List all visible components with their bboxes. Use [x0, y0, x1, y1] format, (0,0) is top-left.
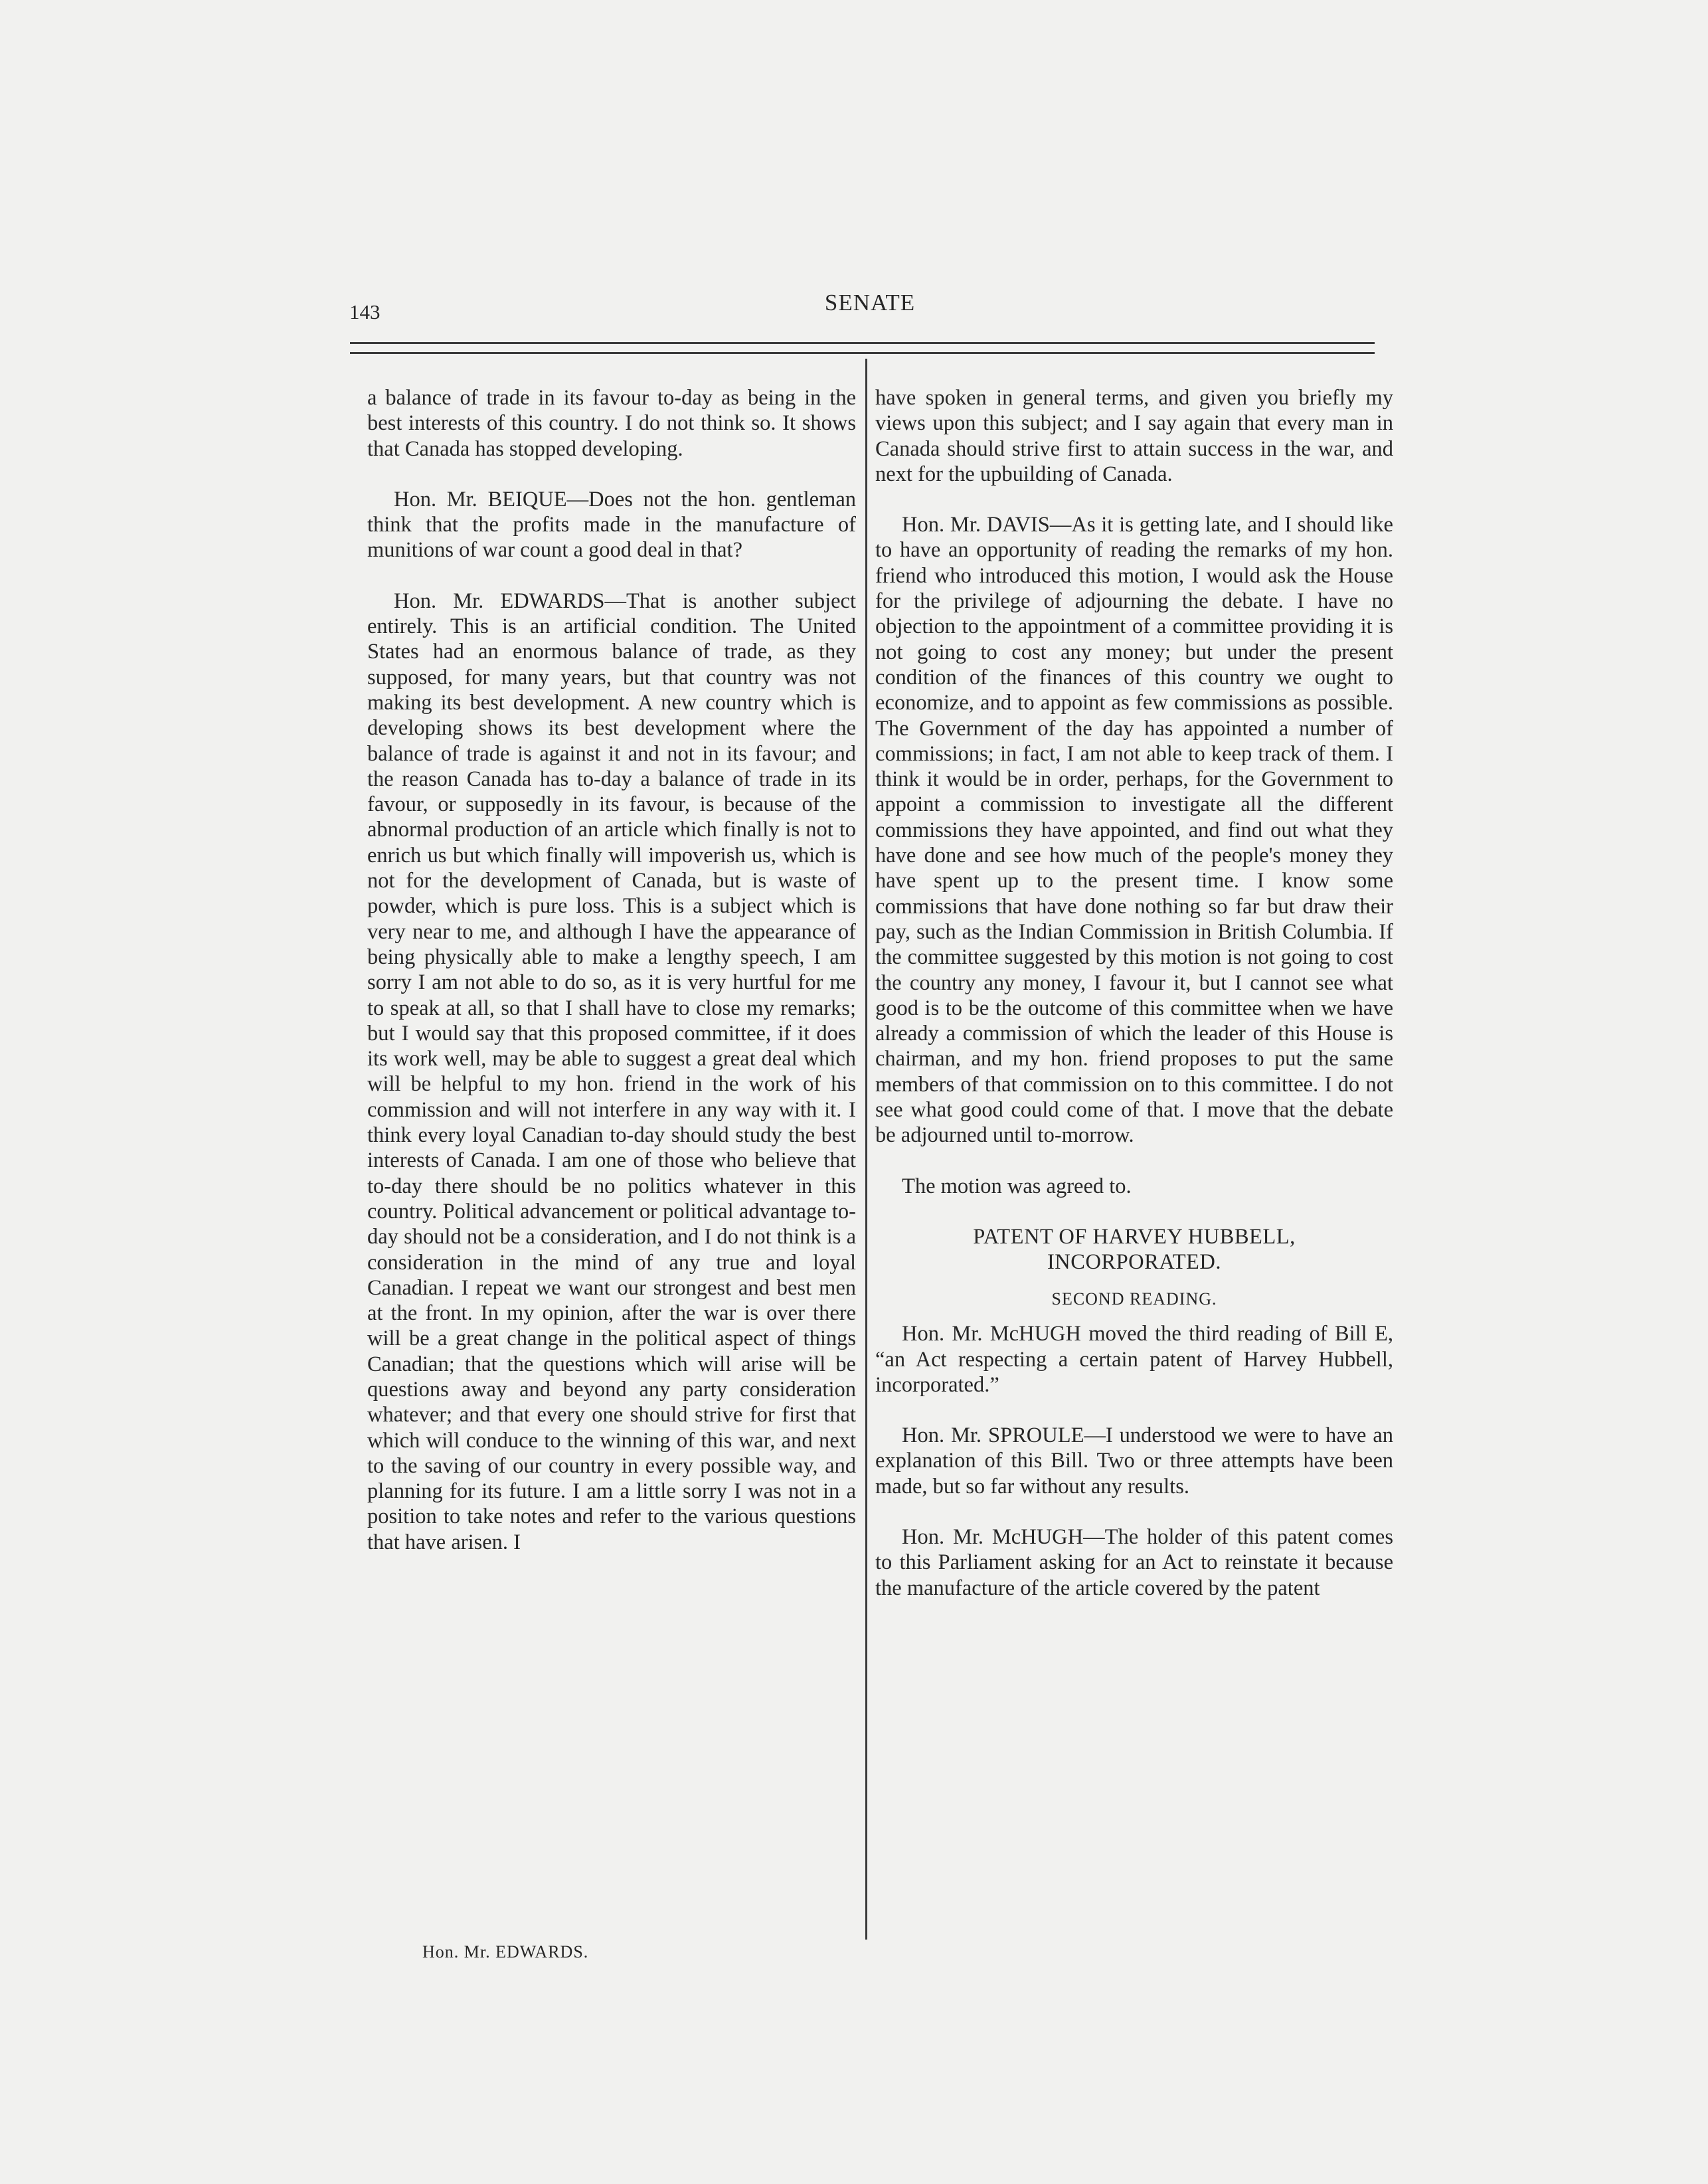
right-column: [875, 385, 1393, 1601]
footer-speaker: Hon. Mr. EDWARDS.: [422, 1942, 589, 1961]
paragraph: Hon. Mr. DAVIS—As it is getting late, and I should like to have an opportunity of reading the remarks of my hon. friend who introduced this motion, I would ask the House for the privilege of adjourning the debate. I have no objection to the appointment of a committee providing it is not going to cost any money; but under the present condition of the finances of this country we ought to economize, and to appoint as few commissions as possible. The Government of the day has appointed a number of commissions; in fact, I am not able to keep track of them. I think it would be in order, perhaps, for the Government to appoint a commission to investigate all the different commissions they have appointed, and find out what they have done and see how much of the people's money they have spent up to the present time. I know some commissions that have done nothing so far but draw their pay, such as the Indian Commission in British Columbia. If the committee suggested by this motion is not going to cost the country any money, I favour it, but I cannot see what good is to be the outcome of this committee when we have already a commission of which the leader of this House is chairman, and my hon. friend proposes to put the same members of that commission on to this committee. I do not see what good could come of that. I move that the debate be adjourned until to-morrow.: [875, 513, 1393, 1148]
header-rule-top: [350, 342, 1375, 344]
section-heading-line2: INCORPORATED.: [1047, 1249, 1221, 1274]
paragraph: Hon. Mr. BEIQUE—Does not the hon. gentleman think that the profits made in the manufacture of munitions of war count a good deal in that?: [367, 487, 856, 563]
paragraph: have spoken in general terms, and given you briefly my views upon this subject; and I say again that every man in Canada should strive first to attain success in the war, and next for the upbuilding of Canada.: [875, 386, 1393, 486]
paragraph: Hon. Mr. McHUGH moved the third reading of Bill E, “an Act respecting a certain patent of Harvey Hubbell, incorporated.”: [875, 1322, 1393, 1397]
paragraph: The motion was agreed to.: [902, 1174, 1132, 1198]
section-heading: [875, 1224, 1393, 1275]
section-subheading: SECOND READING.: [1051, 1289, 1217, 1309]
paragraph: Hon. Mr. EDWARDS—That is another subject entirely. This is an artificial condition. The United States had an enormous balance of trade, as they supposed, for many years, but that country was not making its best development. A new country which is developing shows its best development where the balance of trade is against it and not in its favour; and the reason Canada has to-day a balance of trade in its favour, or supposedly in its favour, is because of the abnormal production of an article which finally is not to enrich us but which finally will impoverish us, which is not for the development of Canada, but is waste of powder, which is pure loss. This is a subject which is very near to me, and although I have the appearance of being physically able to make a lengthy speech, I am sorry I am not able to do so, as it is very hurtful for me to speak at all, so that I shall have to close my remarks; but I would say that this proposed committee, if it does its work well, may be able to suggest a great deal which will be helpful to my hon. friend in the work of his commission and will not interfere in any way with it. I think every loyal Canadian to-day should study the best interests of Canada. I am one of those who believe that to-day there should be no politics whatever in this country. Political advancement or political advantage to-day should not be a consideration, and I do not think is a consideration in the mind of any true and loyal Canadian. I repeat we want our strongest and best men at the front. In my opinion, after the war is over there will be a great change in the political aspect of things Canadian; that the questions which will arise will be questions away and beyond any party consideration whatever; and that every one should strive for first that which will conduce to the winning of this war, and next to the saving of our country in every possible way, and planning for its future. I am a little sorry I was not in a position to take notes and refer to the various questions that have arisen. I: [367, 589, 856, 1554]
paragraph: Hon. Mr. McHUGH—The holder of this patent comes to this Parliament asking for an Act to reinstate it because the manufacture of the article covered by the patent: [875, 1524, 1393, 1600]
section-heading-line1: PATENT OF HARVEY HUBBELL,: [973, 1224, 1296, 1249]
paragraph: a balance of trade in its favour to-day as being in the best interests of this country. I do not think so. It shows that Canada has stopped developing.: [367, 386, 856, 461]
left-column: [367, 385, 856, 1555]
running-head: SENATE: [824, 290, 916, 316]
page-number: 143: [349, 300, 381, 323]
header-rule-bottom: [350, 352, 1375, 354]
column-divider: [865, 359, 867, 1940]
paragraph: Hon. Mr. SPROULE—I understood we were to have an explanation of this Bill. Two or three attempts have been made, but so far without any results.: [875, 1423, 1393, 1499]
